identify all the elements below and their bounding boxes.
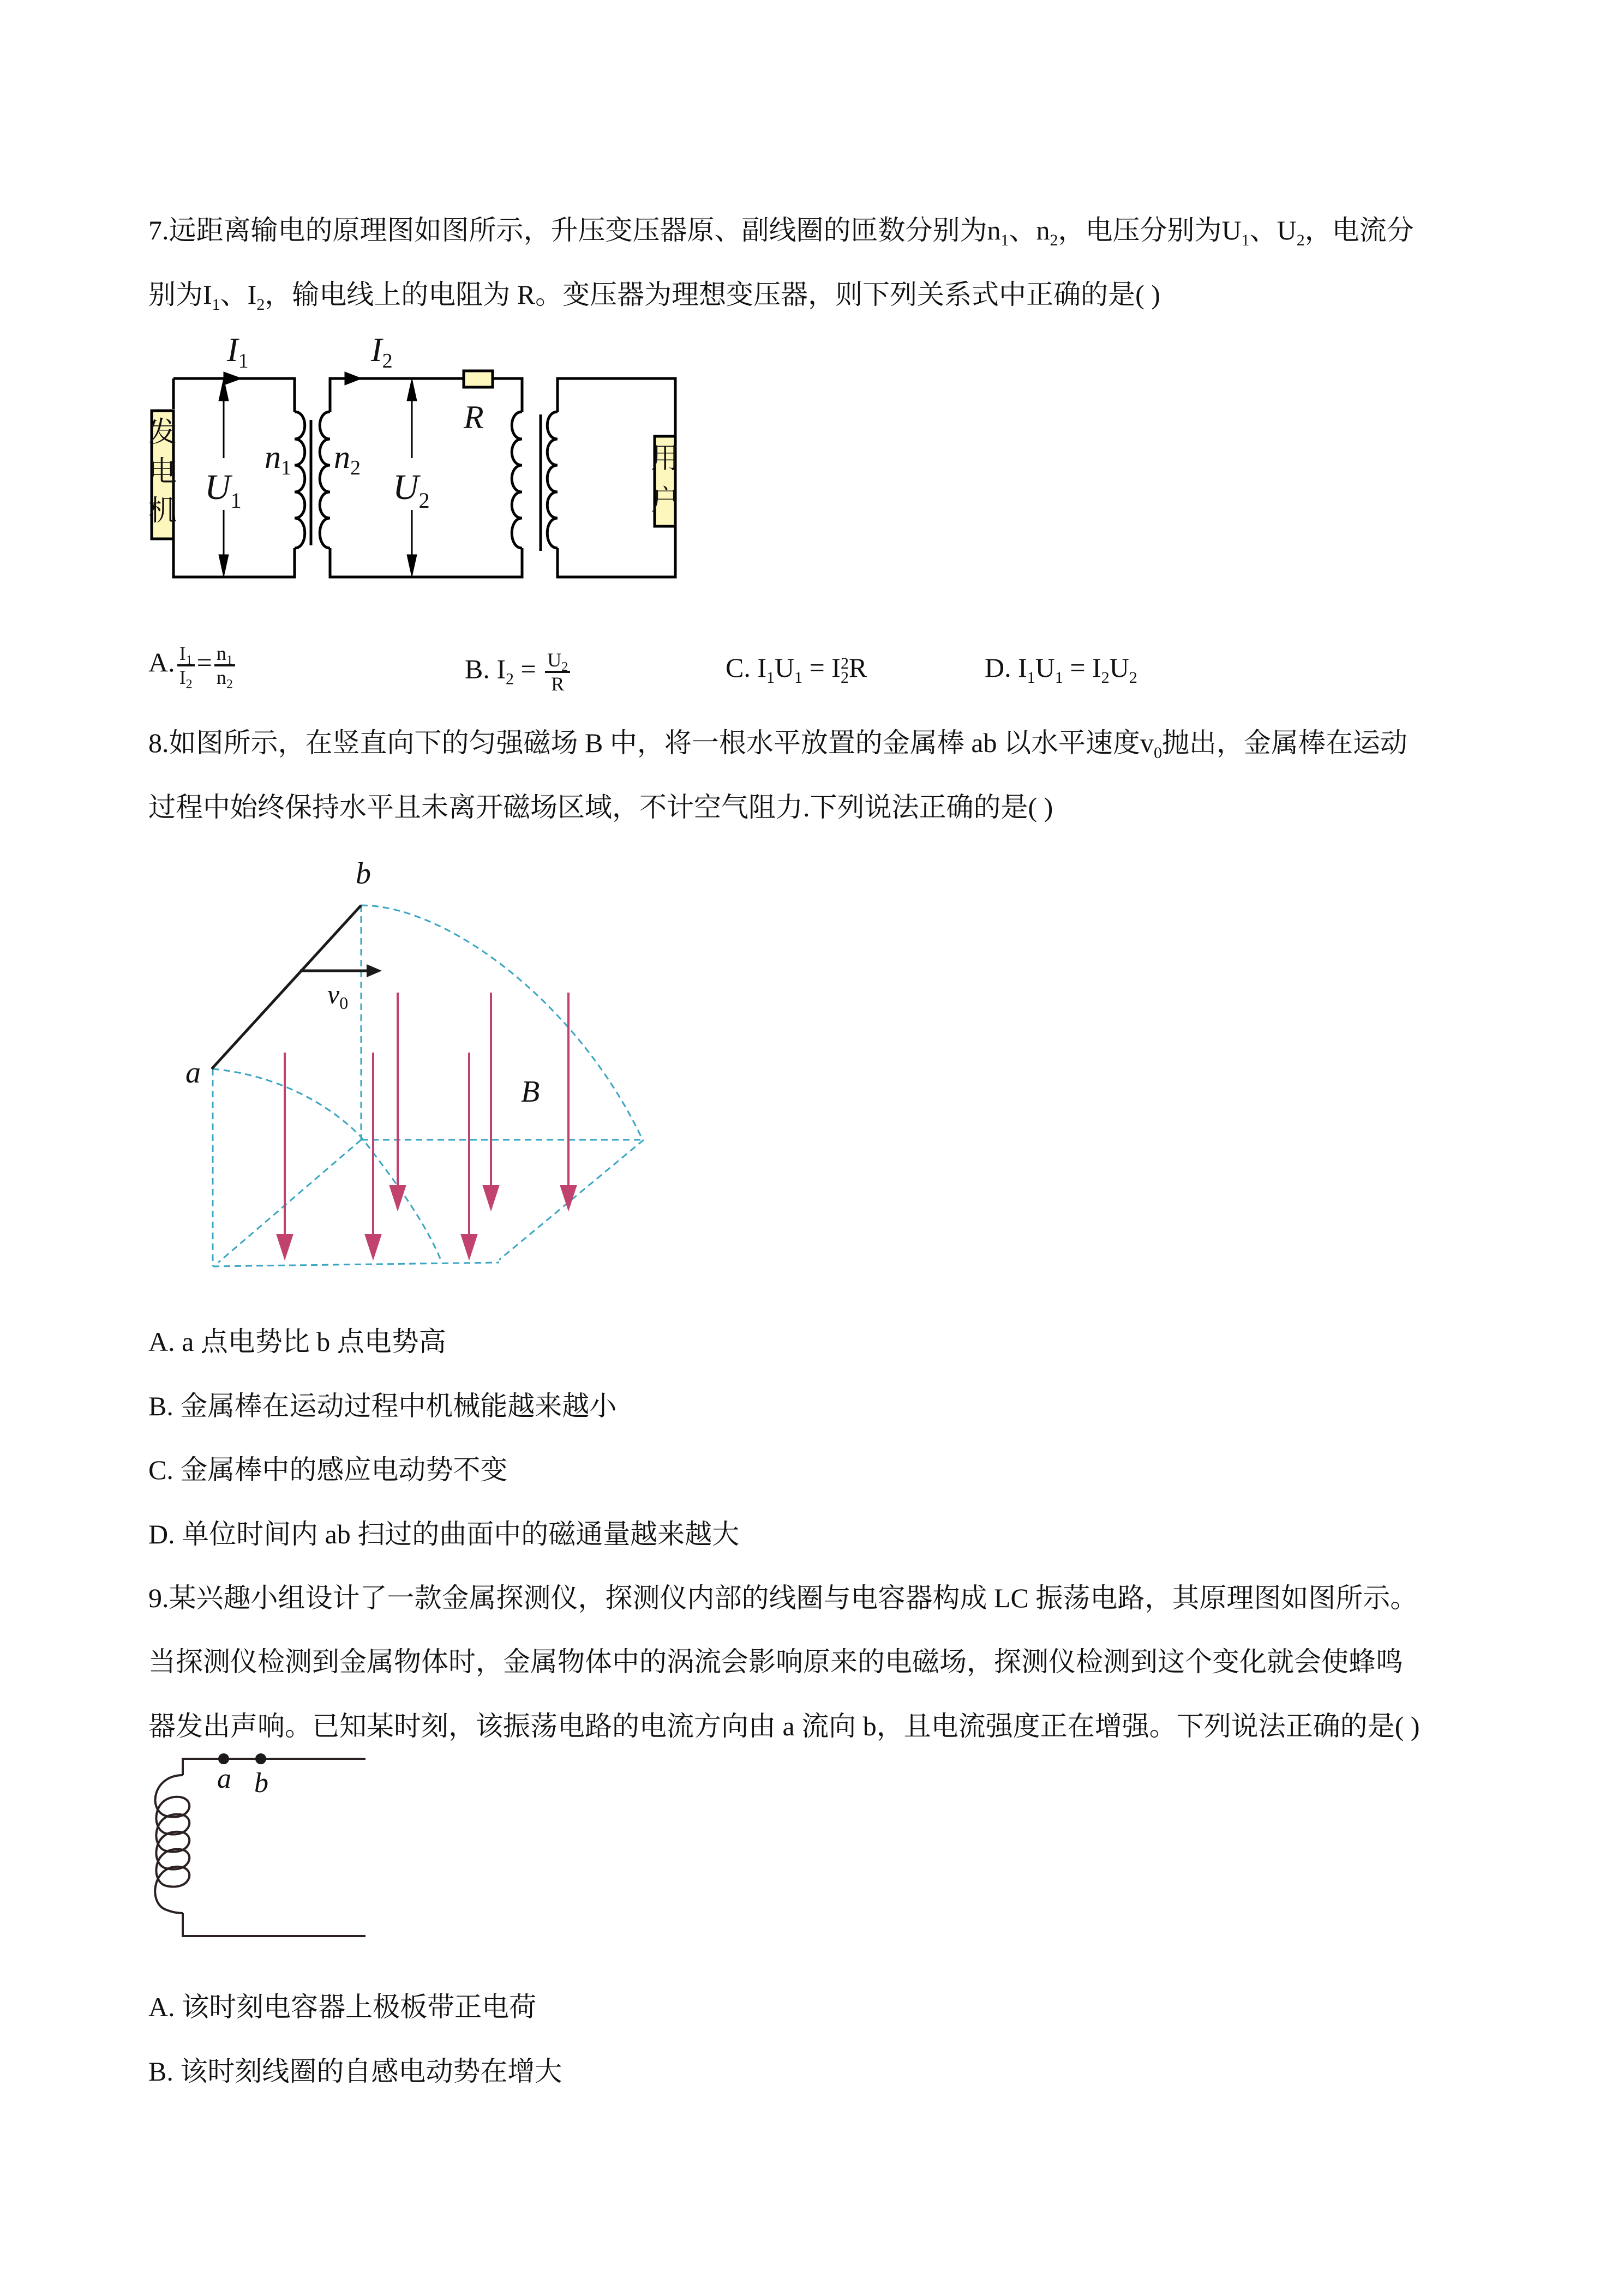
q7-text: 、U <box>1249 215 1297 245</box>
q7-option-d[interactable] <box>985 650 1137 685</box>
field-arrowhead <box>366 1235 380 1257</box>
field-arrowhead <box>484 1186 498 1208</box>
field-arrowhead <box>462 1235 476 1257</box>
current-label-i2: I2 <box>371 332 393 372</box>
field-arrowhead <box>391 1186 405 1208</box>
point-label-a: a <box>185 1056 201 1090</box>
generator-label-1: 发 <box>148 417 177 448</box>
subscript: 1 <box>1000 231 1009 249</box>
q9-lc-circuit-diagram <box>136 1740 365 1980</box>
i1-arrow <box>224 372 242 385</box>
equals: = <box>514 653 543 684</box>
q7-option-b[interactable] <box>465 649 572 695</box>
q7-text: ，电流分 <box>1304 215 1414 245</box>
trajectory-a <box>213 1069 442 1263</box>
field-label-b: B <box>521 1075 540 1109</box>
q7-stem-line-1 <box>148 213 1414 248</box>
subscript: 2 <box>1129 669 1137 687</box>
subscript: 1 <box>794 669 803 687</box>
u2-arrow-down <box>407 555 417 577</box>
subscript: 1 <box>1054 669 1063 687</box>
wire <box>240 378 295 412</box>
subscript: 1 <box>1241 231 1250 249</box>
wire <box>558 378 675 436</box>
stepdown-primary-coil <box>512 412 522 548</box>
q8-option-c[interactable]: C. 金属棒中的感应电动势不变 <box>148 1454 508 1485</box>
turns-label-n1: $n_1$ <box>265 439 291 479</box>
u2-arrow-up <box>407 378 417 401</box>
q7-text: 、I <box>220 279 257 310</box>
q8-option-b[interactable]: B. 金属棒在运动过程中机械能越来越小 <box>148 1391 617 1421</box>
fraction: $\frac{U_2}{R}$ <box>545 649 570 695</box>
field-arrowhead <box>561 1186 576 1208</box>
q8-magnetic-field-diagram <box>164 840 655 1276</box>
option-text: U <box>1035 652 1055 683</box>
point-a-dot <box>218 1753 229 1764</box>
option-text: R <box>848 652 867 683</box>
generator-label-2: 电 <box>148 456 177 488</box>
q9-stem-line-2: 当探测仪检测到金属物体时，金属物体中的涡流会影响原来的电磁场，探测仪检测到这个变化就会使蜂鸣 <box>148 1646 1403 1677</box>
q8-option-d[interactable]: D. 单位时间内 ab 扫过的曲面中的磁通量越来越大 <box>148 1519 740 1549</box>
point-b-dot <box>255 1753 266 1764</box>
option-text: = I <box>802 652 841 683</box>
q9-option-b[interactable]: B. 该时刻线圈的自感电动势在增大 <box>148 2056 562 2087</box>
q7-option-c[interactable] <box>726 650 867 685</box>
wire <box>493 378 522 412</box>
option-text: D. I <box>985 652 1027 683</box>
subscript: 2 <box>1050 231 1058 249</box>
wire <box>183 1759 365 1775</box>
fraction: $\frac{n_1}{n_2}$ <box>214 642 235 688</box>
voltage-label-u1: $U_1$ <box>205 467 242 513</box>
q9-stem-line-1: 9.某兴趣小组设计了一款金属探测仪，探测仪内部的线圈与电容器构成 LC 振荡电路，其原理图如图所示。 <box>148 1583 1418 1613</box>
inductor-coil <box>155 1775 189 1913</box>
q8-option-a[interactable]: A. a 点电势比 b 点电势高 <box>148 1326 446 1357</box>
wire <box>330 548 522 577</box>
fraction: $\frac{I_1}{I_2}$ <box>177 642 195 688</box>
secondary-coil <box>320 412 330 548</box>
point-label-a: a <box>217 1763 231 1794</box>
q8-text: 8.如图所示，在竖直向下的匀强磁场 B 中，将一根水平放置的金属棒 ab 以水平速度v <box>148 728 1154 758</box>
sub-sup-stack: 2 2 <box>840 654 849 687</box>
wire <box>330 378 464 412</box>
option-text: U <box>1109 652 1129 683</box>
wire <box>558 526 675 577</box>
resistor <box>464 371 493 387</box>
field-arrowhead <box>278 1235 292 1257</box>
q7-stem-line-2 <box>148 277 1160 312</box>
subscript: 1 <box>1027 669 1035 687</box>
subscript: 2 <box>1101 669 1110 687</box>
primary-coil <box>295 412 305 548</box>
equals: = <box>196 647 212 678</box>
i2-arrow <box>345 372 362 385</box>
option-text: = I <box>1063 652 1101 683</box>
q8-stem-line-2: 过程中始终保持水平且未离开磁场区域，不计空气阻力.下列说法正确的是( ) <box>148 792 1053 822</box>
resistor-label: R <box>464 399 484 435</box>
u1-arrow-down <box>219 555 229 577</box>
velocity-label: $v_0$ <box>327 979 349 1013</box>
point-label-b: b <box>254 1768 268 1799</box>
q7-text: 别为I <box>148 279 212 310</box>
turns-label-n2: $n_2$ <box>334 439 361 479</box>
q8-text: 抛出，金属棒在运动 <box>1162 728 1408 758</box>
q7-text: ，电压分别为U <box>1058 215 1242 245</box>
current-label-i1: I1 <box>227 332 249 372</box>
subscript: 1 <box>212 296 220 314</box>
wire <box>173 540 295 577</box>
q7-text: 、n <box>1009 215 1050 245</box>
q7-text: ，输电线上的电阻为 R。变压器为理想变压器，则下列关系式中正确的是( ) <box>265 279 1160 310</box>
wire <box>183 1861 365 1936</box>
subscript: 2 <box>1296 231 1305 249</box>
q8-stem-line-1 <box>148 725 1407 760</box>
trajectory-b <box>361 905 643 1140</box>
option-text: U <box>775 652 795 683</box>
wire <box>183 1759 365 1838</box>
user-label-2: 户 <box>650 485 680 516</box>
generator-label-3: 机 <box>148 496 177 527</box>
q7-circuit-diagram <box>142 322 786 627</box>
option-label: B. I <box>465 653 506 684</box>
subscript: 1 <box>766 669 775 687</box>
user-label-1: 用 <box>650 443 680 474</box>
q9-stem-line-3: 器发出声响。已知某时刻，该振荡电路的电流方向由 a 流向 b，且电流强度正在增强。下列说法正确的是( ) <box>148 1711 1420 1741</box>
subscript: 2 <box>256 296 265 314</box>
q7-text: 7.远距离输电的原理图如图所示，升压变压器原、副线圈的匝数分别为n <box>148 215 1001 245</box>
voltage-label-u2: $U_2$ <box>393 467 430 513</box>
base-line <box>213 1263 499 1266</box>
q7-option-a[interactable] <box>148 642 237 692</box>
q9-option-a[interactable]: A. 该时刻电容器上极板带正电荷 <box>148 1992 537 2022</box>
subscript: 2 <box>506 670 514 688</box>
velocity-arrowhead <box>367 964 382 977</box>
point-label-b: b <box>356 857 371 891</box>
stepdown-secondary-coil <box>547 412 558 548</box>
subscript: 0 <box>1154 744 1162 762</box>
option-label: A. <box>148 647 175 678</box>
option-text: C. I <box>726 652 766 683</box>
